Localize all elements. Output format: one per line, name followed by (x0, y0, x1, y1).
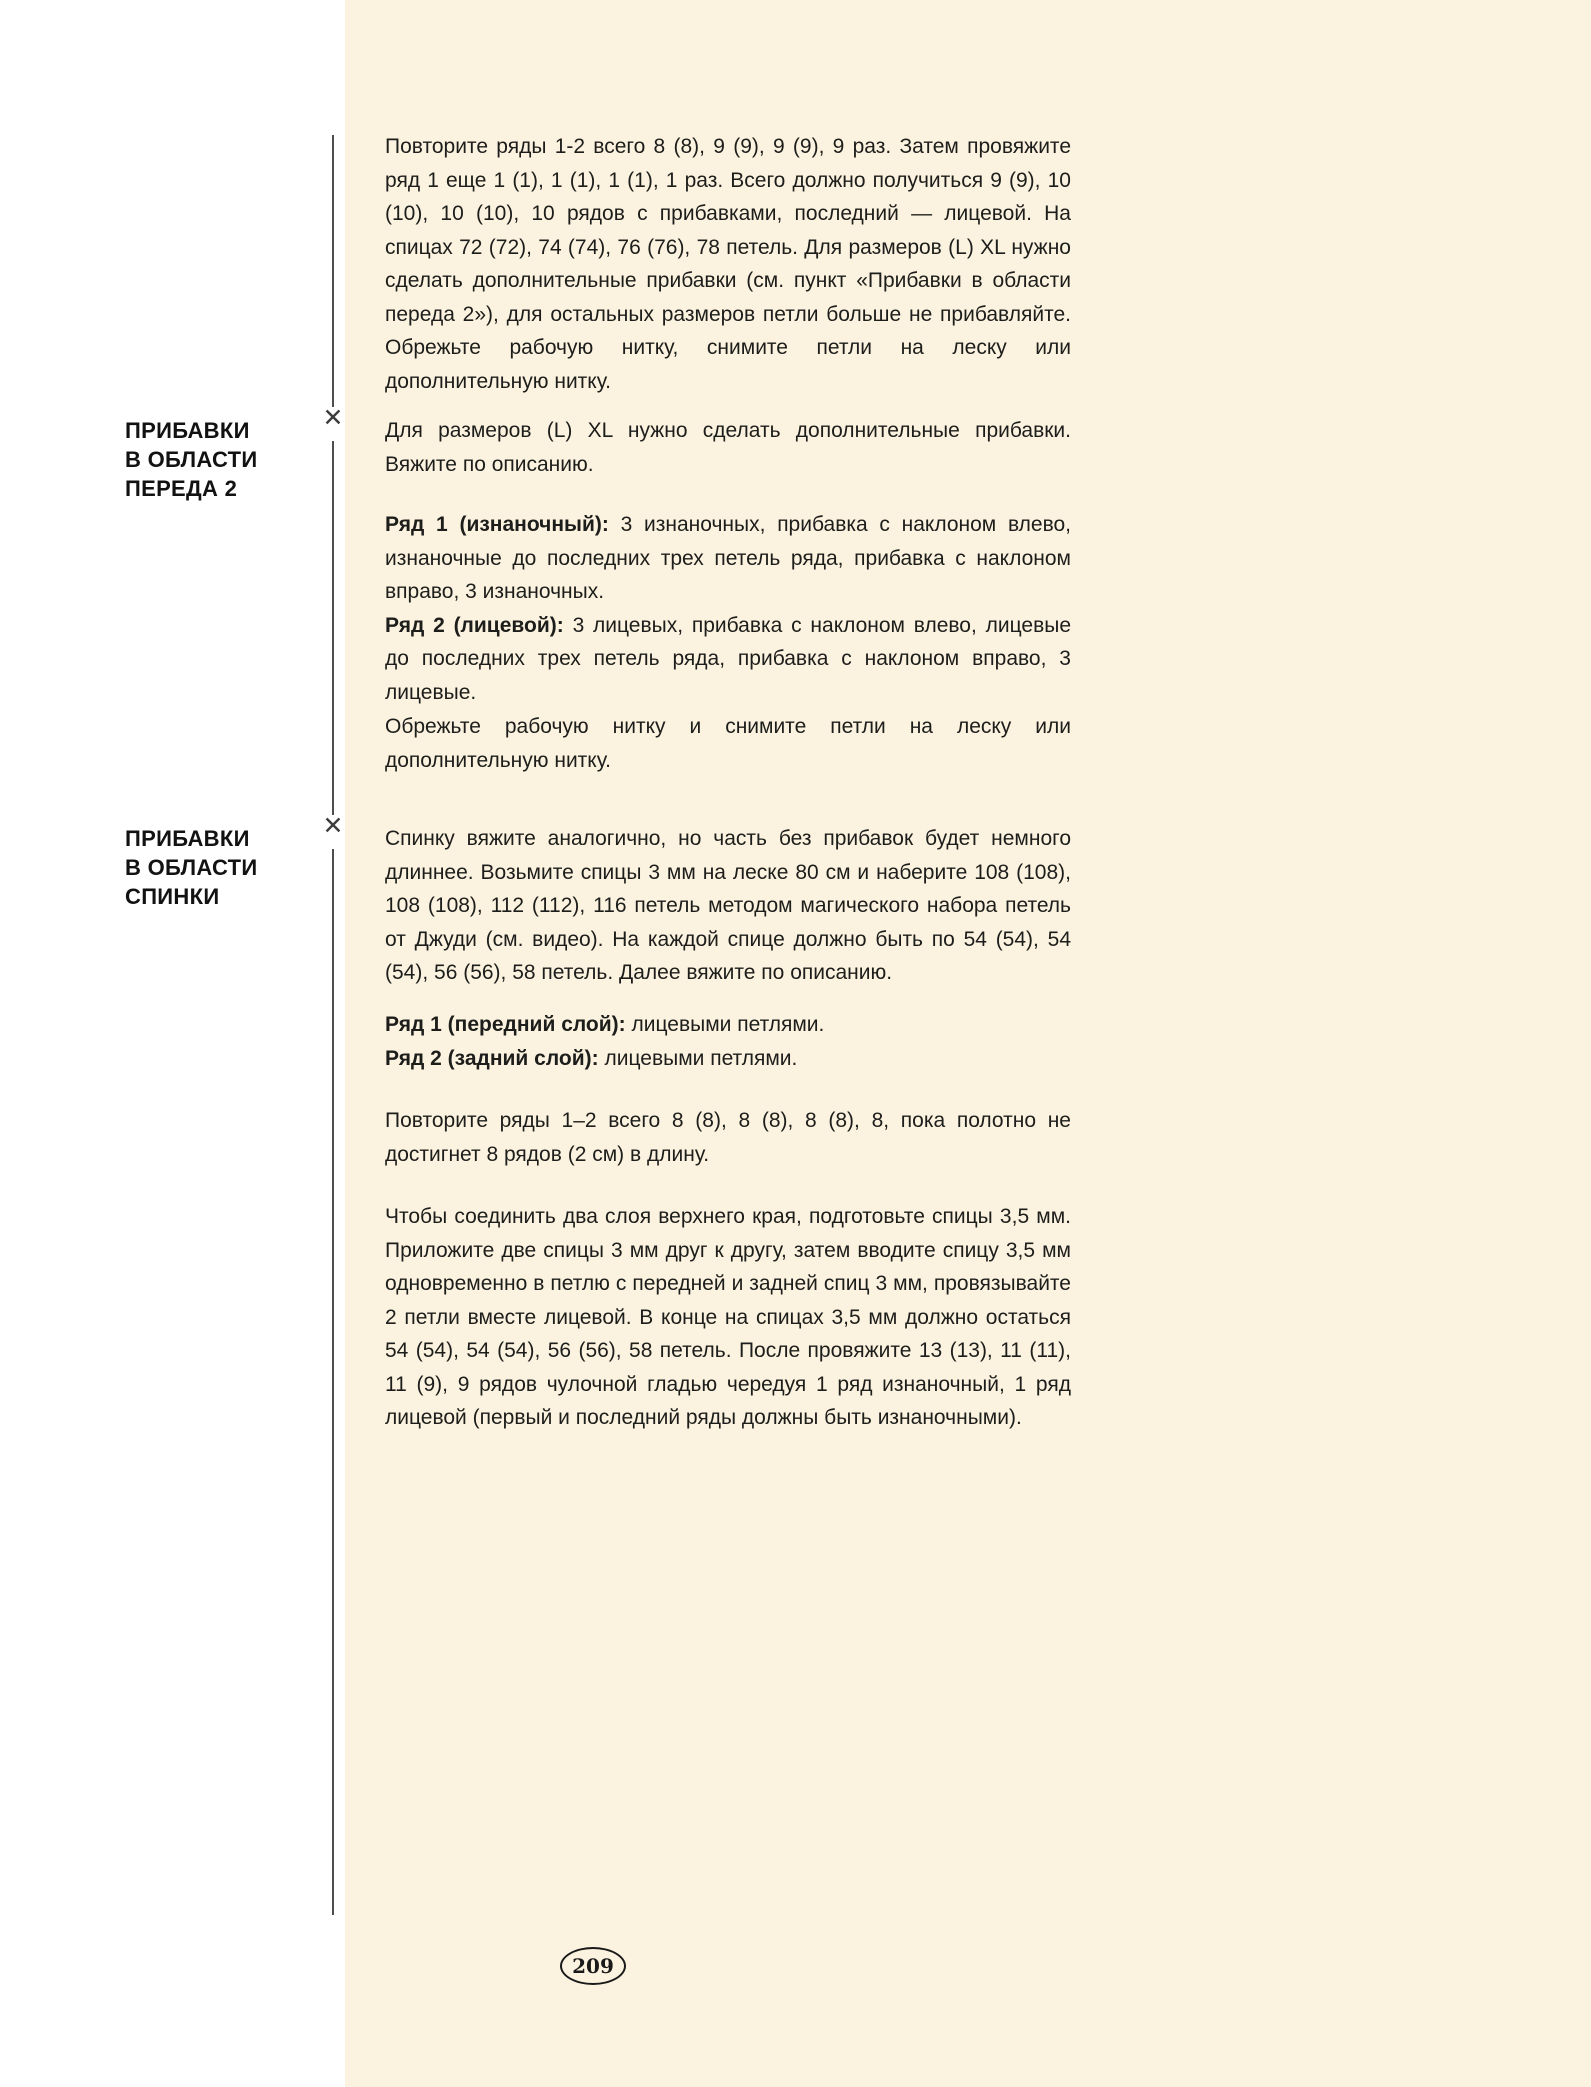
row-text: лицевыми петлями. (631, 1013, 825, 1036)
heading-line: ПРИБАВКИ (125, 826, 250, 851)
row-text: лицевыми петлями. (604, 1046, 798, 1070)
row-instruction (385, 609, 1071, 710)
heading-line: ПРИБАВКИ (125, 418, 250, 443)
row-label: Ряд 1 (передний слой): (385, 1013, 626, 1036)
paragraph-back-repeat: Повторите ряды 1–2 всего 8 (8), 8 (8), 8 (8), 8, пока полотно не достигнет 8 рядов (2 см) в длину. (385, 1109, 1071, 1166)
row-label: Ряд 1 (изнаночный): (385, 513, 609, 536)
paragraph-back-intro: Спинку вяжите аналогично, но часть без прибавок будет немного длиннее. Возьмите спицы 3 мм на леске 80 см и наберите 108 (108), 108 (108), 112 (112), 116 петель методом магического набора петель от Джуди (см. видео). На каждой спице должно быть по 54 (54), 54 (54), 56 (56), 58 петель. Далее вяжите по описанию. (385, 827, 1071, 984)
row-label: Ряд 2 (задний слой): (385, 1046, 599, 1070)
scissors-cut-icon: ✕ (322, 404, 344, 432)
cut-line (332, 849, 334, 1915)
heading-line: СПИНКИ (125, 884, 220, 909)
section-heading-back-increases (125, 824, 340, 911)
scissors-cut-icon: ✕ (322, 812, 344, 840)
page-number: 209 (572, 1954, 614, 1978)
paragraph-back-join: Чтобы соединить два слоя верхнего края, подготовьте спицы 3,5 мм. Приложите две спицы 3 мм друг к другу, затем вводите спицу 3,5 мм одновременно в петлю с передней и задней спиц 3 мм, провязывайте 2 петли вместе лицевой. В конце на спицах 3,5 мм должно остаться 54 (54), 54 (54), 56 (56), 58 петель. После провяжите 13 (13), 11 (11), 11 (9), 9 рядов чулочной гладью чередуя 1 ряд изнаночный, 1 ряд лицевой (первый и последний ряды должны быть изнаночными). (385, 1205, 1071, 1429)
section-heading-front-increases (125, 416, 340, 503)
heading-line: В ОБЛАСТИ (125, 447, 258, 472)
row-label: Ряд 2 (лицевой): (385, 613, 564, 637)
page-number-badge (560, 1947, 626, 1985)
cut-line (332, 135, 334, 407)
heading-line: В ОБЛАСТИ (125, 855, 258, 880)
row-instruction (385, 1008, 1071, 1042)
paragraph-front-intro: Для размеров (L) XL нужно сделать дополнительные прибавки. Вяжите по описанию. (385, 419, 1071, 476)
paragraph-front-outro: Обрежьте рабочую нитку и снимите петли на леску или дополнительную нитку. (385, 715, 1071, 772)
paragraph-intro: Повторите ряды 1-2 всего 8 (8), 9 (9), 9 (9), 9 раз. Затем провяжите ряд 1 еще 1 (1), 1 (1), 1 (1), 1 раз. Всего должно получиться 9 (9), 10 (10), 10 (10), 10 рядов с прибавками, последний — лицевой. На спицах 72 (72), 74 (74), 76 (76), 78 петель. Для размеров (L) XL нужно сделать дополнительные прибавки (см. пункт «Прибавки в области переда 2»), для остальных размеров петли больше не прибавляйте. Обрежьте рабочую нитку, снимите петли на леску или дополнительную нитку. (385, 135, 1071, 393)
heading-line: ПЕРЕДА 2 (125, 476, 238, 501)
row-instruction (385, 1042, 1071, 1076)
row-text: 3 лицевых, прибавка с наклоном влево, лицевые до последних трех петель ряда, прибавка с наклоном вправо, 3 лицевые. (385, 613, 1071, 704)
row-text: 3 изнаночных, прибавка с наклоном влево, изнаночные до последних трех петель ряда, прибавка с наклоном вправо, 3 изнаночных. (385, 513, 1072, 603)
row-instruction (385, 508, 1071, 609)
